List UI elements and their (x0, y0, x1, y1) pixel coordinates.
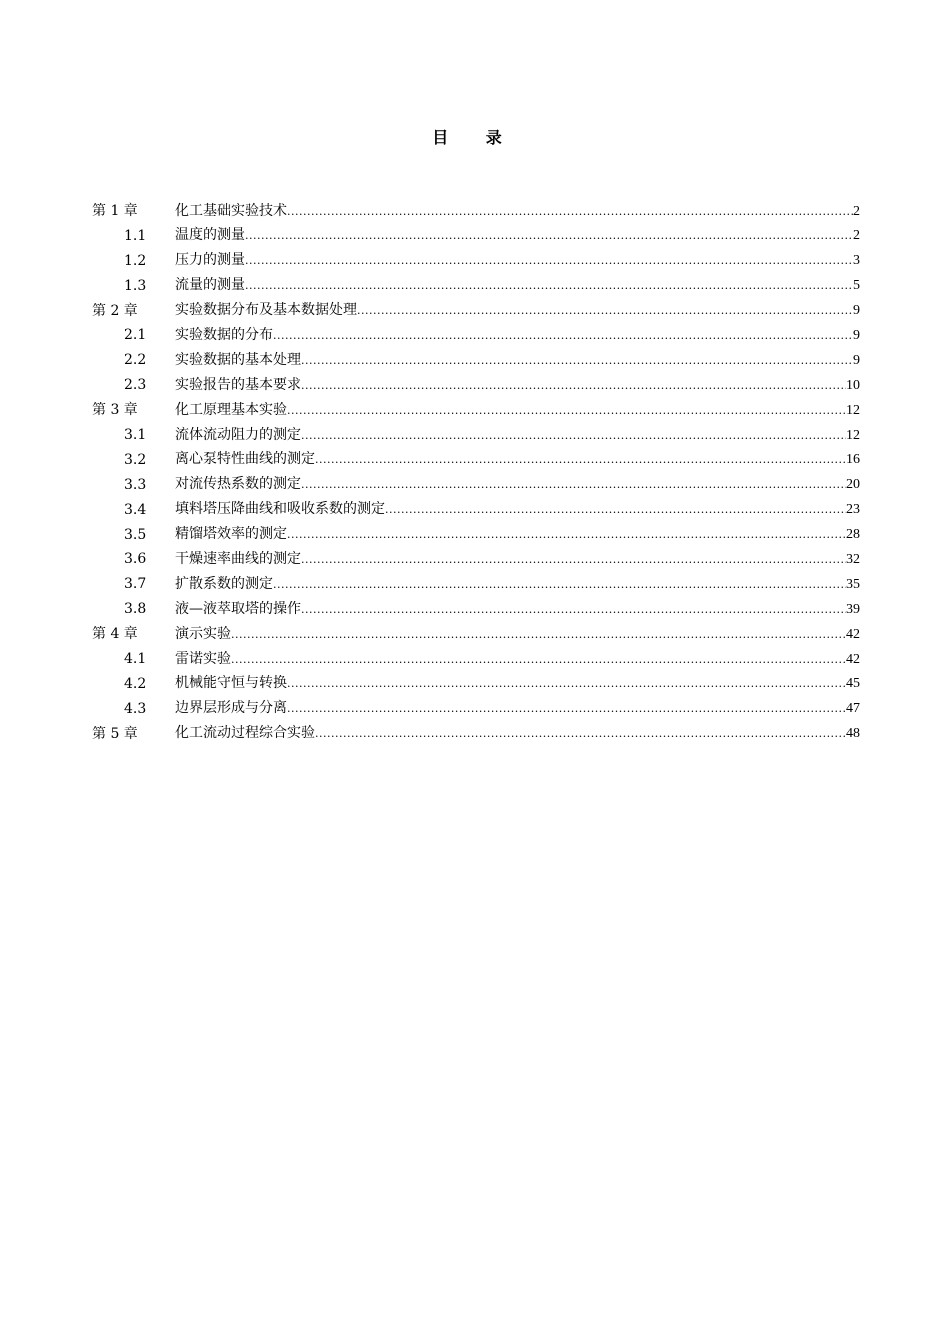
toc-dot-leader (301, 349, 853, 374)
toc-section-entry[interactable] (92, 323, 860, 348)
toc-dot-leader (287, 200, 853, 225)
toc-entry-number: 第 2 章 (92, 302, 138, 319)
toc-entry-line (175, 223, 860, 249)
toc-entry-line (175, 547, 860, 573)
toc-entry-title: 机械能守恒与转换 (175, 675, 287, 692)
toc-entry-line (175, 273, 860, 299)
toc-entry-number: 3.4 (124, 501, 147, 518)
toc-entry-number: 2.1 (124, 327, 147, 344)
toc-chapter-entry[interactable] (92, 299, 860, 324)
toc-entry-title: 液—液萃取塔的操作 (175, 600, 301, 617)
toc-section-entry[interactable] (92, 224, 860, 249)
toc-entry-title: 流量的测量 (175, 277, 245, 294)
toc-page-number: 12 (846, 427, 860, 443)
toc-entry-number: 2.3 (124, 377, 147, 394)
toc-page-number: 39 (846, 601, 860, 617)
toc-entry-number: 1.2 (124, 252, 147, 269)
toc-entry-line (175, 423, 860, 449)
toc-dot-leader (315, 722, 846, 747)
toc-entry-number: 第 4 章 (92, 626, 138, 643)
toc-entry-number: 1.3 (124, 277, 147, 294)
toc-entry-title: 边界层形成与分离 (175, 700, 287, 717)
toc-page-number: 10 (846, 377, 860, 393)
toc-entry-line (175, 373, 860, 399)
toc-page-number: 5 (853, 278, 860, 294)
toc-list (92, 199, 860, 747)
toc-chapter-entry[interactable] (92, 722, 860, 747)
toc-entry-title: 压力的测量 (175, 252, 245, 269)
toc-entry-line (175, 597, 860, 623)
toc-dot-leader (273, 573, 846, 598)
toc-entry-number: 3.2 (124, 451, 147, 468)
toc-dot-leader (273, 324, 853, 349)
toc-page-number: 2 (853, 203, 860, 219)
toc-title: 目 录 (432, 128, 518, 147)
toc-dot-leader (287, 697, 846, 722)
toc-entry-number: 1.1 (124, 227, 147, 244)
toc-page-number: 12 (846, 402, 860, 418)
toc-section-entry[interactable] (92, 647, 860, 672)
toc-entry-title: 雷诺实验 (175, 650, 231, 667)
toc-entry-line (175, 298, 860, 324)
toc-section-entry[interactable] (92, 473, 860, 498)
toc-section-entry[interactable] (92, 274, 860, 299)
toc-entry-title: 温度的测量 (175, 227, 245, 244)
toc-entry-line (175, 522, 860, 548)
toc-section-entry[interactable] (92, 597, 860, 622)
toc-dot-leader (301, 473, 846, 498)
toc-dot-leader (245, 249, 853, 274)
toc-dot-leader (231, 623, 846, 648)
toc-entry-line (175, 472, 860, 498)
toc-entry-line (175, 696, 860, 722)
toc-entry-number: 4.3 (124, 700, 147, 717)
toc-entry-number: 第 5 章 (92, 725, 138, 742)
toc-entry-title: 化工基础实验技术 (175, 202, 287, 219)
toc-dot-leader (231, 648, 846, 673)
toc-entry-line (175, 622, 860, 648)
toc-page-number: 47 (846, 701, 860, 717)
toc-entry-title: 实验数据的分布 (175, 326, 273, 343)
toc-entry-title: 精馏塔效率的测定 (175, 526, 287, 543)
toc-section-entry[interactable] (92, 448, 860, 473)
toc-page-number: 20 (846, 477, 860, 493)
toc-chapter-entry[interactable] (92, 622, 860, 647)
toc-entry-line (175, 497, 860, 523)
toc-page-number: 42 (846, 626, 860, 642)
toc-dot-leader (245, 224, 853, 249)
toc-entry-title: 演示实验 (175, 625, 231, 642)
toc-entry-line (175, 398, 860, 424)
toc-entry-number: 3.6 (124, 551, 147, 568)
toc-entry-number: 第 1 章 (92, 203, 138, 219)
toc-entry-title: 化工流动过程综合实验 (175, 725, 315, 742)
toc-dot-leader (301, 548, 846, 573)
toc-chapter-entry[interactable] (92, 199, 860, 224)
toc-entry-title: 扩散系数的测定 (175, 575, 273, 592)
toc-section-entry[interactable] (92, 547, 860, 572)
toc-dot-leader (301, 598, 846, 623)
toc-entry-line (175, 248, 860, 274)
toc-section-entry[interactable] (92, 498, 860, 523)
toc-entry-title: 对流传热系数的测定 (175, 476, 301, 493)
toc-section-entry[interactable] (92, 423, 860, 448)
toc-page-number: 9 (853, 352, 860, 368)
toc-page-number: 9 (853, 303, 860, 319)
toc-page-number: 32 (846, 551, 860, 567)
toc-entry-title: 化工原理基本实验 (175, 401, 287, 418)
toc-page-number: 23 (846, 502, 860, 518)
toc-page-number: 3 (853, 253, 860, 269)
toc-entry-line (175, 721, 860, 747)
toc-page-number: 45 (846, 676, 860, 692)
toc-entry-number: 第 3 章 (92, 402, 138, 419)
toc-page-number: 35 (846, 576, 860, 592)
toc-entry-number: 3.3 (124, 476, 147, 493)
toc-page-number: 9 (853, 327, 860, 343)
toc-page-number: 48 (846, 726, 860, 742)
toc-section-entry[interactable] (92, 523, 860, 548)
toc-entry-title: 实验报告的基本要求 (175, 376, 301, 393)
toc-section-entry[interactable] (92, 697, 860, 722)
toc-entry-number: 3.7 (124, 576, 147, 593)
toc-entry-line (175, 348, 860, 374)
toc-dot-leader (245, 274, 853, 299)
toc-entry-line (175, 671, 860, 697)
toc-page-number: 28 (846, 527, 860, 543)
toc-entry-number: 4.2 (124, 675, 147, 692)
toc-dot-leader (301, 374, 846, 399)
toc-dot-leader (287, 399, 846, 424)
toc-dot-leader (287, 523, 846, 548)
toc-entry-number: 2.2 (124, 352, 147, 369)
toc-dot-leader (287, 672, 846, 697)
toc-dot-leader (315, 448, 846, 473)
toc-entry-line (175, 199, 860, 225)
toc-entry-title: 离心泵特性曲线的测定 (175, 451, 315, 468)
toc-entry-line (175, 447, 860, 473)
toc-entry-title: 实验数据分布及基本数据处理 (175, 302, 357, 319)
toc-section-entry[interactable] (92, 572, 860, 597)
toc-section-entry[interactable] (92, 373, 860, 398)
toc-entry-line (175, 572, 860, 598)
toc-entry-number: 3.8 (124, 601, 147, 618)
toc-section-entry[interactable] (92, 249, 860, 274)
toc-entry-title: 干燥速率曲线的测定 (175, 550, 301, 567)
toc-section-entry[interactable] (92, 348, 860, 373)
toc-entry-number: 3.1 (124, 427, 147, 444)
toc-entry-title: 填料塔压降曲线和吸收系数的测定 (175, 501, 385, 518)
toc-dot-leader (301, 424, 846, 449)
toc-page-number: 42 (846, 651, 860, 667)
toc-entry-number: 3.5 (124, 526, 147, 543)
toc-entry-line (175, 323, 860, 349)
toc-entry-line (175, 647, 860, 673)
toc-entry-title: 流体流动阻力的测定 (175, 426, 301, 443)
toc-chapter-entry[interactable] (92, 398, 860, 423)
toc-page-number: 16 (846, 452, 860, 468)
toc-page-number: 2 (853, 228, 860, 244)
toc-section-entry[interactable] (92, 672, 860, 697)
toc-dot-leader (357, 299, 853, 324)
toc-entry-title: 实验数据的基本处理 (175, 351, 301, 368)
toc-entry-number: 4.1 (124, 651, 147, 668)
toc-dot-leader (385, 498, 846, 523)
